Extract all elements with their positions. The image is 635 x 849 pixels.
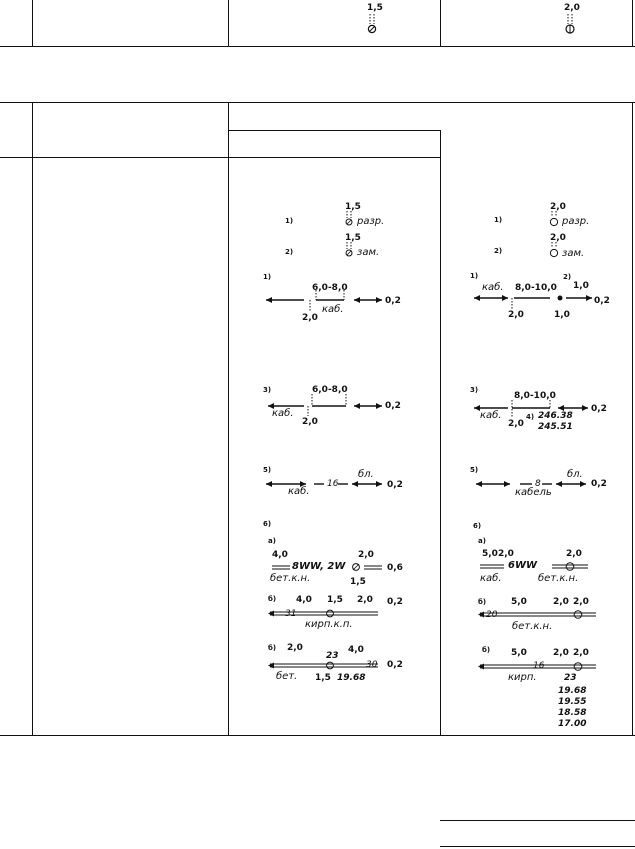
col4-g5-a-lbl: каб. <box>480 573 502 584</box>
main-col-divider-1 <box>32 102 33 736</box>
col3-g3-dist: 2,0 <box>302 417 318 427</box>
top-col-divider-1 <box>32 0 33 47</box>
col3-g5-b-v1: 4,0 <box>296 595 312 605</box>
col4-g1-num1: 1) <box>494 216 503 224</box>
col3-g5-a: а) <box>268 537 276 545</box>
col3-g5-c-u2: 19.68 <box>337 673 366 683</box>
col4-g3-num: 3) <box>470 386 479 394</box>
col3-g5-a-under: 1,5 <box>350 577 366 587</box>
col4-g3-h1: 246.38 <box>538 411 573 421</box>
top-col-divider-4 <box>632 0 633 47</box>
col3-g5-c: б) <box>268 644 277 652</box>
col4-g4-lbl: кабель <box>515 487 552 498</box>
col4-g5-a: а) <box>478 537 486 545</box>
col4-g3-num4: 4) <box>526 413 535 421</box>
col3-g5-a-end: 0,6 <box>387 563 403 573</box>
col4-g5-c-mid: 16 <box>533 661 545 671</box>
col4-g5-a-txt: 6WW <box>508 560 538 571</box>
col3-g2-lbl: каб. <box>322 304 344 315</box>
col4-g1-val1: 2,0 <box>550 202 566 212</box>
col3-g1-num2: 2) <box>285 248 294 256</box>
col4-g2-lbl: каб. <box>482 282 504 293</box>
col3-g2-range: 6,0-8,0 <box>312 283 348 293</box>
col3-g4-end: 0,2 <box>387 480 403 490</box>
col3-g5-a-txt: 8WW, 2W <box>292 561 346 572</box>
main-col-divider-4 <box>632 102 633 736</box>
col4-g5-c-h4: 17.00 <box>558 719 587 729</box>
main-col-divider-3 <box>440 130 441 736</box>
col3-g4-mid: 16 <box>327 479 339 489</box>
col4-g5-b-lbl: бет.к.н. <box>512 621 553 632</box>
col4-g2-v: 1,0 <box>573 281 589 291</box>
top-col-divider-2 <box>228 0 229 47</box>
col3-g5-b-end: 0,2 <box>387 597 403 607</box>
footer-line-2 <box>440 846 635 847</box>
top-left-value: 1,5 <box>367 3 383 13</box>
col4-g3-end: 0,2 <box>591 404 607 414</box>
col3-g5-c-mid: 30 <box>366 660 378 670</box>
col3-g1-val2: 1,5 <box>345 233 361 243</box>
col3-g5-c-diagram <box>266 658 406 672</box>
col3-g1-num1: 1) <box>285 217 294 225</box>
col3-g2-end: 0,2 <box>385 296 401 306</box>
col3-g1-symbol2 <box>343 242 357 258</box>
col4-g5-c-h2: 19.55 <box>558 697 587 707</box>
header-bottom-border <box>0 157 441 158</box>
col3-g3-num: 3) <box>263 386 272 394</box>
col4-g1-lbl2: зам. <box>562 248 585 259</box>
col3-g5-a-v2: 2,0 <box>358 550 374 560</box>
col4-g5-c-v3: 2,0 <box>573 648 589 658</box>
col4-g4-mid: 8 <box>535 479 541 489</box>
col4-g2-end: 0,2 <box>594 296 610 306</box>
col4-g4-num: 5) <box>470 466 479 474</box>
col4-g5-b-v1: 5,0 <box>511 597 527 607</box>
col4-g1-val2: 2,0 <box>550 233 566 243</box>
col3-g5-c-lbl: бет. <box>276 671 298 682</box>
col3-g1-lbl1: разр. <box>357 216 385 227</box>
col3-g5-c-v2: 23 <box>326 651 339 661</box>
col4-g5-a-lbl2: бет.к.н. <box>538 573 579 584</box>
col4-g2-diagram <box>470 290 610 314</box>
col4-g5-a-v3: 2,0 <box>566 549 582 559</box>
col4-g2-num2: 2) <box>563 273 572 281</box>
col4-g3-h2: 245.51 <box>538 422 573 432</box>
col4-g3-range: 8,0-10,0 <box>514 391 556 401</box>
col4-g5-b-left: 20 <box>486 610 498 620</box>
col4-g2-range: 8,0-10,0 <box>515 283 557 293</box>
col3-g3-lbl: каб. <box>272 408 294 419</box>
top-col-divider-3 <box>440 0 441 47</box>
col3-g5-a-lbl: бет.к.н. <box>270 573 311 584</box>
main-table-bottom-border <box>0 735 635 736</box>
main-col-divider-2 <box>228 102 229 736</box>
col4-g5-c-h1: 19.68 <box>558 686 587 696</box>
col3-g5-b-lbl: кирп.к.п. <box>305 619 353 630</box>
col4-g2-num: 1) <box>470 272 479 280</box>
col4-g5-c-v2: 2,0 <box>553 648 569 658</box>
col4-g5-b-v3: 2,0 <box>573 597 589 607</box>
col3-g5-a-v1: 4,0 <box>272 550 288 560</box>
col3-g1-symbol1 <box>343 211 357 227</box>
col3-g5-c-u1: 1,5 <box>315 673 331 683</box>
col4-g1-lbl1: разр. <box>562 216 590 227</box>
col4-g3-dist: 2,0 <box>508 419 524 429</box>
main-table-top-border <box>0 102 635 103</box>
col4-g5-c-h3: 18.58 <box>558 708 587 718</box>
col4-g2-dist2: 1,0 <box>554 310 570 320</box>
col4-g4-lbl2: бл. <box>567 469 583 480</box>
footer-line-1 <box>440 820 635 821</box>
col4-g5-b: б) <box>478 598 487 606</box>
col4-g5-a-v2: 2,0 <box>498 549 514 559</box>
col4-g1-symbol2 <box>548 242 562 258</box>
col3-g5-b-v2: 1,5 <box>327 595 343 605</box>
col3-g1-lbl2: зам. <box>357 247 380 258</box>
col4-g5-b-v2: 2,0 <box>553 597 569 607</box>
top-right-value: 2,0 <box>564 3 580 13</box>
col4-g5-a-v1: 5,0 <box>482 549 498 559</box>
header-sub-border <box>228 130 441 131</box>
col3-g5-c-end: 0,2 <box>387 660 403 670</box>
col4-g5-num: 6) <box>473 522 482 530</box>
col3-g1-val1: 1,5 <box>345 202 361 212</box>
col3-g5-b-v3: 2,0 <box>357 595 373 605</box>
col3-g4-lbl2: бл. <box>358 469 374 480</box>
col3-g2-num: 1) <box>263 273 272 281</box>
col4-g5-c-lbl: кирп. <box>508 672 537 683</box>
col4-g2-dist: 2,0 <box>508 310 524 320</box>
col3-g5-b-left: 31 <box>285 609 297 619</box>
col4-g5-c-v1: 5,0 <box>511 648 527 658</box>
col3-g2-dist: 2,0 <box>302 313 318 323</box>
top-right-symbol <box>560 12 582 34</box>
col4-g5-c-u: 23 <box>564 673 577 683</box>
col4-g5-c: б) <box>482 646 491 654</box>
col3-g5-c-v1: 2,0 <box>287 643 303 653</box>
col4-g3-lbl: каб. <box>480 410 502 421</box>
top-left-symbol <box>362 12 384 34</box>
col4-g1-num2: 2) <box>494 247 503 255</box>
col4-g4-end: 0,2 <box>591 479 607 489</box>
col3-g5-num: 6) <box>263 520 272 528</box>
col3-g3-range: 6,0-8,0 <box>312 385 348 395</box>
col3-g4-lbl: каб. <box>288 486 310 497</box>
col4-g1-symbol1 <box>548 211 562 227</box>
col3-g4-num: 5) <box>263 466 272 474</box>
col3-g3-end: 0,2 <box>385 401 401 411</box>
col3-g5-b: б) <box>268 595 277 603</box>
col3-g5-c-v3: 4,0 <box>348 645 364 655</box>
top-table-bottom-border <box>0 46 635 47</box>
